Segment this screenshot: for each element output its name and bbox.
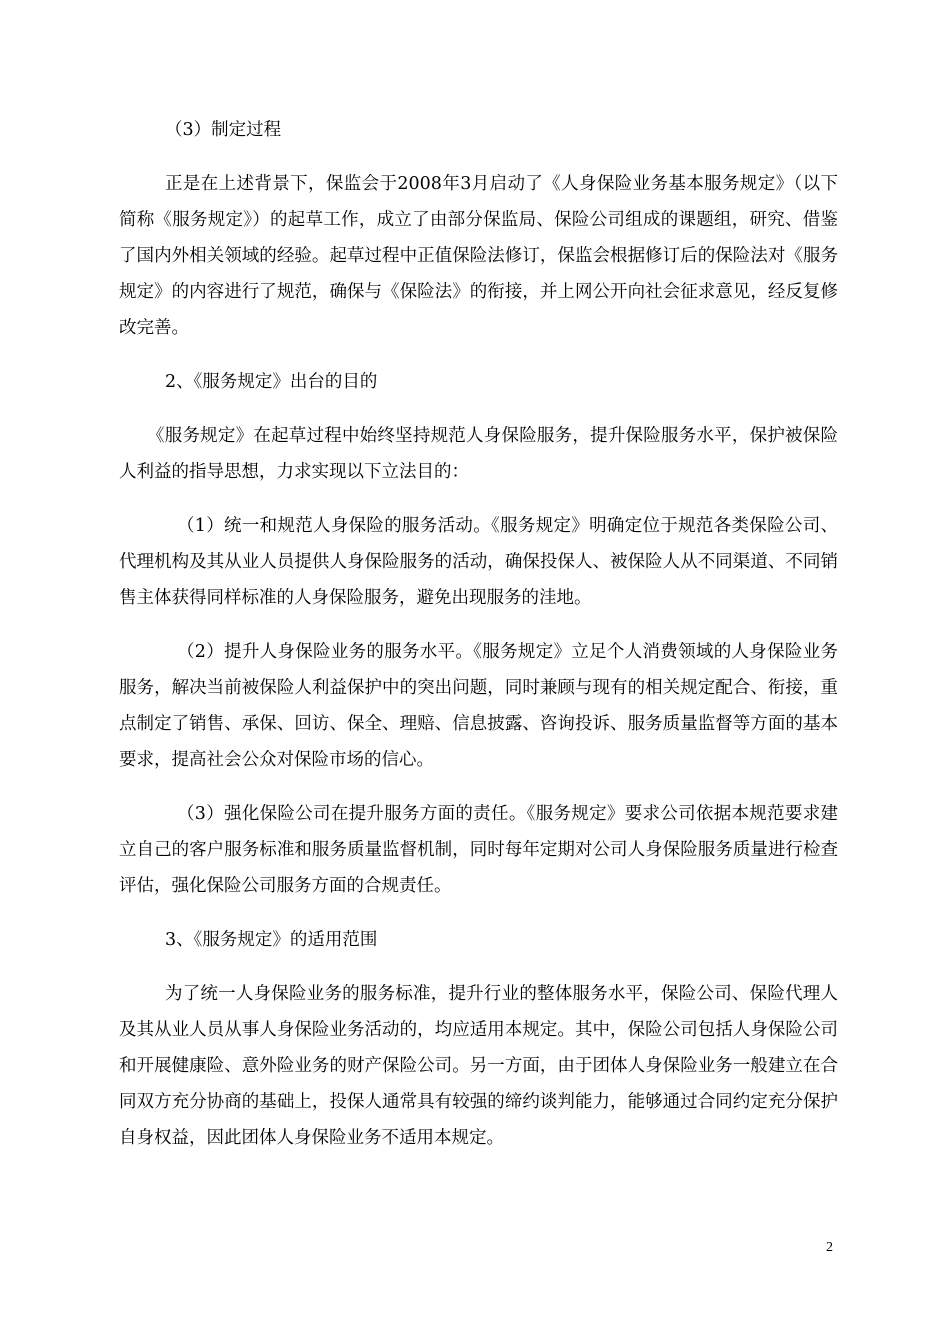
section-heading-scope: 3、《服务规定》的适用范围 xyxy=(165,930,378,950)
section-heading-purpose: 2、《服务规定》出台的目的 xyxy=(165,372,378,392)
section-heading-process: （3）制定过程 xyxy=(165,120,282,140)
paragraph-purpose-1: （1）统一和规范人身保险的服务活动。《服务规定》明确定位于规范各类保险公司、代理机构及其从业人员提供人身保险服务的活动，确保投保人、被保险人从不同渠道、不同销售主体获得同样标准的人身保险服务，避免出现服务的洼地。 xyxy=(119,516,838,608)
paragraph-purpose-3: （3）强化保险公司在提升服务方面的责任。《服务规定》要求公司依据本规范要求建立自己的客户服务标准和服务质量监督机制，同时每年定期对公司人身保险服务质量进行检查评估，强化保险公司服务方面的合规责任。 xyxy=(119,804,838,896)
paragraph-scope: 为了统一人身保险业务的服务标准，提升行业的整体服务水平，保险公司、保险代理人及其从业人员从事人身保险业务活动的，均应适用本规定。其中，保险公司包括人身保险公司和开展健康险、意外险业务的财产保险公司。另一方面，由于团体人身保险业务一般建立在合同双方充分协商的基础上，投保人通常具有较强的缔约谈判能力，能够通过合同约定充分保护自身权益，因此团体人身保险业务不适用本规定。 xyxy=(119,984,838,1148)
paragraph-purpose-intro: 《服务规定》在起草过程中始终坚持规范人身保险服务，提升保险服务水平，保护被保险人利益的指导思想，力求实现以下立法目的： xyxy=(119,426,838,482)
paragraph-background: 正是在上述背景下，保监会于2008年3月启动了《人身保险业务基本服务规定》（以下简称《服务规定》）的起草工作，成立了由部分保监局、保险公司组成的课题组，研究、借鉴了国内外相关领域的经验。起草过程中正值保险法修订，保监会根据修订后的保险法对《服务规定》的内容进行了规范，确保与《保险法》的衔接，并上网公开向社会征求意见，经反复修改完善。 xyxy=(119,174,838,338)
page-number: 2 xyxy=(826,1240,833,1255)
paragraph-purpose-2: （2）提升人身保险业务的服务水平。《服务规定》立足个人消费领域的人身保险业务服务，解决当前被保险人利益保护中的突出问题，同时兼顾与现有的相关规定配合、衔接，重点制定了销售、承保、回访、保全、理赔、信息披露、咨询投诉、服务质量监督等方面的基本要求，提高社会公众对保险市场的信心。 xyxy=(119,642,838,770)
document-body xyxy=(119,112,838,1174)
